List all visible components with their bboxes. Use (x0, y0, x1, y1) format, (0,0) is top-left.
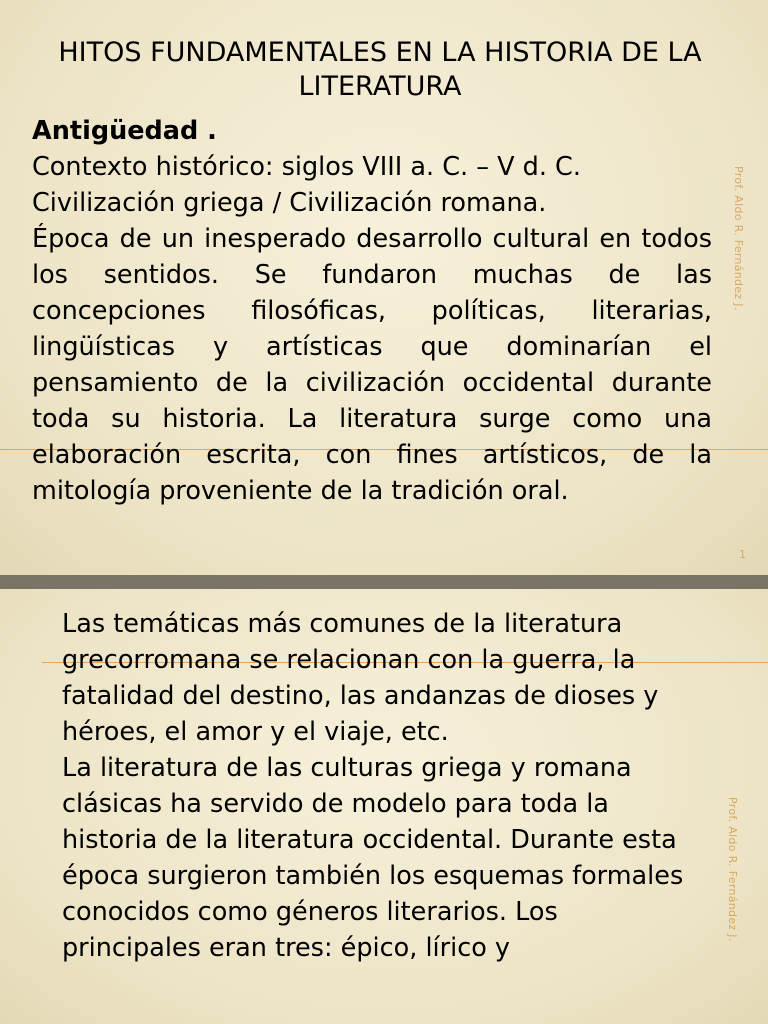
themes-paragraph: Las temáticas más comunes de la literatura grecorromana se relacionan con la guerra, la fatalidad del destino, las andanzas de dioses y héroes, el amor y el viaje, etc. (62, 609, 659, 747)
slide-2 (0, 589, 768, 1024)
author-credit: Prof. Aldo R. Fernández J. (732, 166, 745, 311)
section-heading: Antigüedad . (32, 116, 217, 146)
page-number: 1 (739, 548, 746, 561)
context-line: Contexto histórico: siglos VIII a. C. – V d. C. (32, 152, 581, 182)
civilizations-line: Civilización griega / Civilización romana. (32, 188, 547, 218)
slide-title: HITOS FUNDAMENTALES EN LA HISTORIA DE LA LITERATURA (58, 37, 702, 102)
body-paragraph: Época de un inesperado desarrollo cultural en todos los sentidos. Se fundaron muchas de las concepciones filosóficas, políticas, literarias, lingüísticas y artísticas que dominarían el pensamiento de la civilización occidental durante toda su historia. La literatura surge como una elaboración escrita, con fines artísticos, de la mitología proveniente de la tradición oral. (32, 224, 712, 506)
influence-paragraph: La literatura de las culturas griega y romana clásicas ha servido de modelo para toda la historia de la literatura occidental. Durante esta época surgieron también los esquemas formales conocidos como géneros literarios. Los principales eran tres: épico, lírico y (62, 753, 684, 963)
author-credit: Prof. Aldo R. Fernández J. (726, 797, 739, 942)
slide-1-body (32, 113, 712, 509)
slide-2-body (62, 606, 702, 966)
